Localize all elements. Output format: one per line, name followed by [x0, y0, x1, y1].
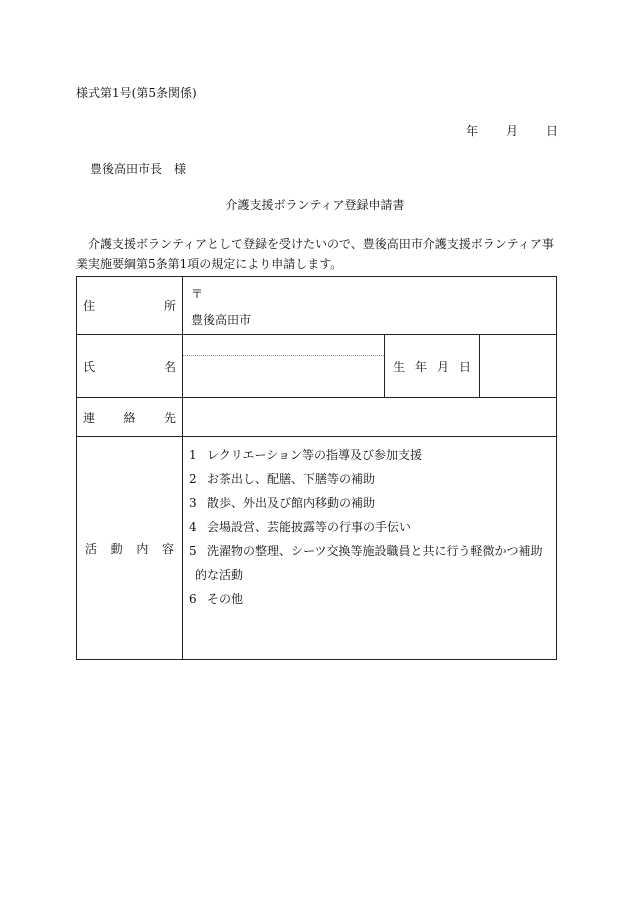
birthdate-label-cell — [385, 335, 480, 398]
contact-label: 連 絡 先 — [83, 410, 176, 425]
activities-label: 活 動 内 容 — [85, 541, 174, 556]
name-row — [77, 335, 557, 398]
date-line — [466, 122, 558, 139]
document-title: 介護支援ボランティア登録申請書 — [225, 198, 405, 212]
addressee: 豊後高田市長 様 — [90, 162, 187, 176]
activities-field — [183, 437, 557, 660]
name-label-cell — [77, 335, 183, 398]
activity-item[interactable]: 6 その他 — [189, 592, 244, 606]
date-day-label: 日 — [546, 124, 559, 138]
address-label: 住 所 — [83, 299, 176, 313]
contact-row — [77, 398, 557, 437]
activity-item-continuation: 的な活動 — [195, 568, 244, 582]
birthdate-field[interactable] — [480, 335, 557, 398]
birthdate-label: 生 年 月 日 — [393, 359, 471, 374]
activities-label-cell — [77, 437, 183, 660]
contact-field[interactable] — [183, 398, 557, 437]
contact-label-cell — [77, 398, 183, 437]
activity-item[interactable]: 5 洗濯物の整理、シーツ交換等施設職員と共に行う軽微かつ補助 的な活動 — [189, 539, 550, 587]
application-statement — [76, 234, 556, 274]
form-number: 様式第1号(第5条関係) — [76, 86, 197, 100]
name-field-split — [183, 335, 384, 397]
activities-row — [77, 437, 557, 660]
application-statement-text: 介護支援ボランティアとして登録を受けたいので、豊後高田市介護支援ボランティア事業実施要綱第5条第1項の規定により申請します。 — [76, 237, 554, 271]
address-row — [77, 277, 557, 335]
name-label: 氏 名 — [83, 359, 176, 374]
activity-item[interactable]: 2 お茶出し、配膳、下膳等の補助 — [189, 472, 376, 486]
date-month-label: 月 — [506, 124, 519, 138]
activity-item[interactable]: 4 会場設営、芸能披露等の行事の手伝い — [189, 520, 412, 534]
address-field[interactable] — [183, 277, 557, 335]
activities-list — [183, 437, 556, 611]
activity-item[interactable]: 3 散歩、外出及び館内移動の補助 — [189, 496, 376, 510]
furigana-divider — [183, 355, 384, 356]
activity-item[interactable]: 1 レクリエーション等の指導及び参加支援 — [189, 448, 423, 462]
address-city: 豊後高田市 — [191, 313, 252, 327]
application-form-table — [76, 276, 557, 660]
date-year-label: 年 — [466, 124, 479, 138]
postal-mark: 〒 — [191, 287, 204, 301]
name-field[interactable] — [183, 335, 385, 398]
address-label-cell — [77, 277, 183, 335]
